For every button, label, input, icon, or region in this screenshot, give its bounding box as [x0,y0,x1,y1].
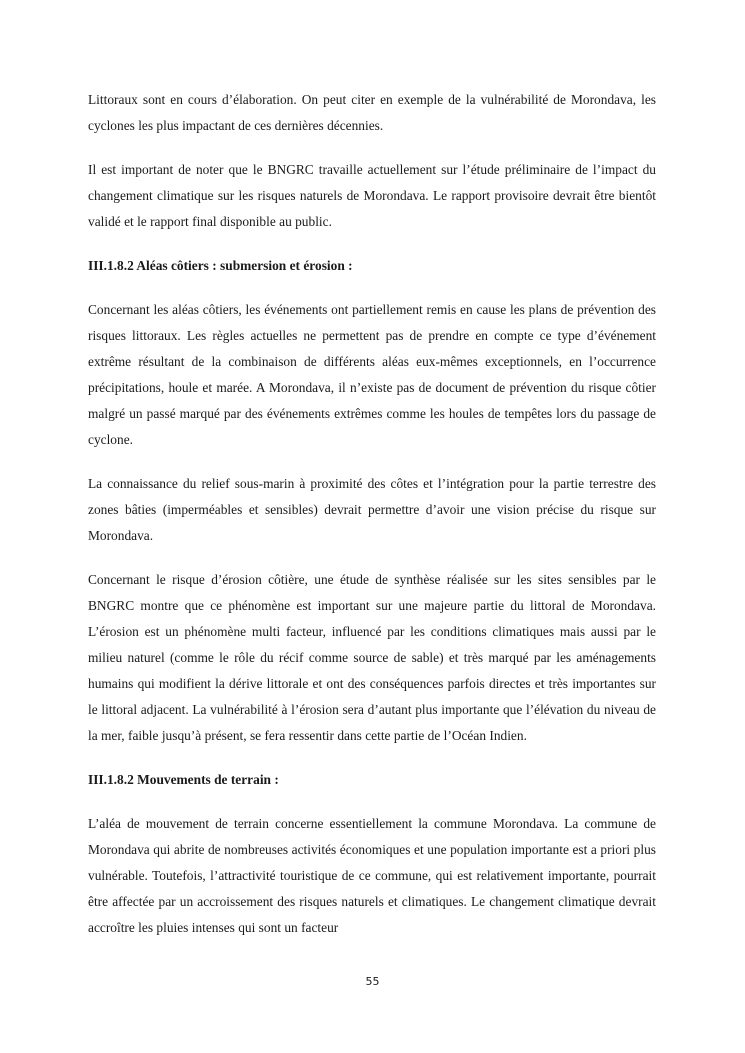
paragraph-aleas-cotiers: Concernant les aléas côtiers, les événements ont partiellement remis en cause les plans de prévention des risques littoraux. Les règles actuelles ne permettent pas de prendre en compte ce type d’événement extrême résultant de la combinaison de différents aléas eux-mêmes exceptionnels, en l’occurrence précipitations, houle et marée. A Morondava, il n’existe pas de document de prévention du risque côtier malgré un passé marqué par des événements extrêmes comme les houles de tempêtes lors du passage de cyclone. [88,302,656,447]
paragraph-erosion-cotiere: Concernant le risque d’érosion côtière, une étude de synthèse réalisée sur les sites sensibles par le BNGRC montre que ce phénomène est important sur une majeure partie du littoral de Morondava. L’érosion est un phénomène multi facteur, influencé par les conditions climatiques mais aussi par le milieu naturel (comme le rôle du récif comme source de sable) et très marqué par les aménagements humains qui modifient la dérive littorale et ont des conséquences parfois directes et très importantes sur le littoral adjacent. La vulnérabilité à l’érosion sera d’autant plus importante que l’élévation du niveau de la mer, faible jusqu’à présent, se fera ressentir dans cette partie de l’Océan Indien. [88,572,656,743]
paragraph-mouvements-terrain: L’aléa de mouvement de terrain concerne essentiellement la commune Morondava. La commune de Morondava qui abrite de nombreuses activités économiques et une population importante est a priori plus vulnérable. Toutefois, l’attractivité touristique de ce commune, qui est relativement importante, pourrait être affectée par un accroissement des risques naturels et climatiques. Le changement climatique devrait accroître les pluies intenses qui sont un facteur [88,816,656,935]
paragraph-bngrc-study: Il est important de noter que le BNGRC travaille actuellement sur l’étude préliminaire de l’impact du changement climatique sur les risques naturels de Morondava. Le rapport provisoire devrait être bientôt validé et le rapport final disponible au public. [88,162,656,229]
section-heading-mouvements-terrain: III.1.8.2 Mouvements de terrain : [88,772,279,787]
page-number: 55 [365,975,380,988]
page-body [88,87,656,959]
paragraph-intro-continuation: Littoraux sont en cours d’élaboration. On peut citer en exemple de la vulnérabilité de Morondava, les cyclones les plus impactant de ces dernières décennies. [88,92,656,133]
section-heading-aleas-cotiers: III.1.8.2 Aléas côtiers : submersion et érosion : [88,258,353,273]
paragraph-relief-sous-marin: La connaissance du relief sous-marin à proximité des côtes et l’intégration pour la partie terrestre des zones bâties (imperméables et sensibles) devrait permettre d’avoir une vision précise du risque sur Morondava. [88,476,656,543]
